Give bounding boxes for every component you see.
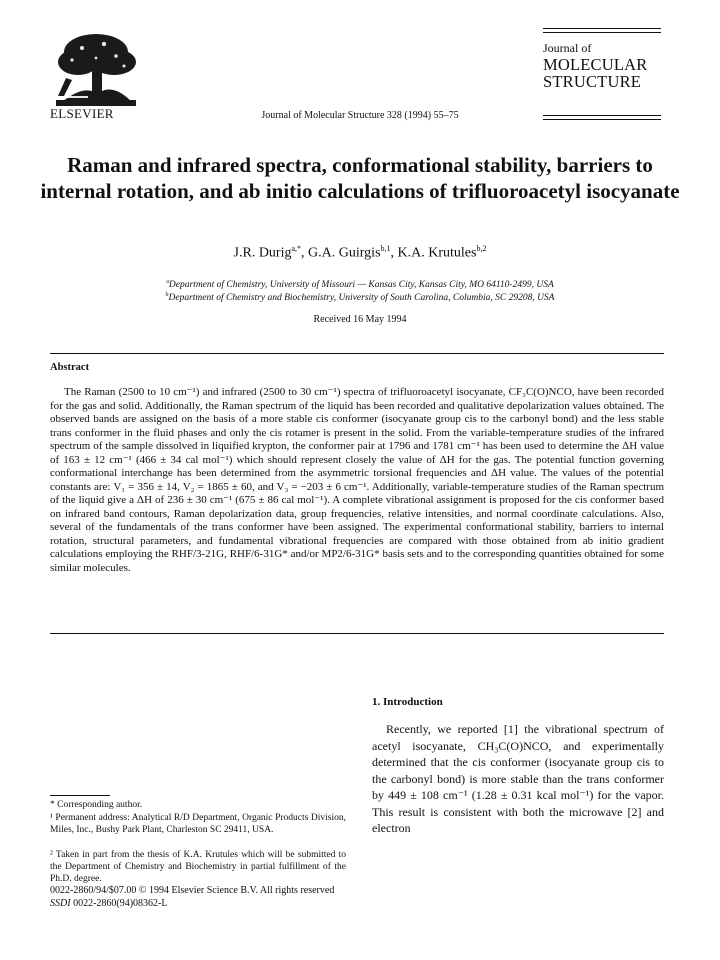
article-title: Raman and infrared spectra, conformational stability, barriers to internal rotation, and ab initio calculations of trifluoroacetyl isocyanate xyxy=(40,153,680,203)
author-name: K.A. Krutules xyxy=(397,245,477,261)
masthead-rule-top-2 xyxy=(543,32,661,33)
author-name: J.R. Durig xyxy=(233,245,292,261)
footnote-rule xyxy=(50,795,110,796)
ssdi-label: SSDI xyxy=(50,898,71,909)
affiliation-a xyxy=(0,279,720,290)
journal-masthead xyxy=(543,28,661,90)
masthead-rule-top xyxy=(543,28,661,29)
author-marks: b,1 xyxy=(380,244,391,253)
affiliation-b xyxy=(0,292,720,303)
abstract-body: The Raman (2500 to 10 cm⁻¹) and infrared (2500 to 30 cm⁻¹) spectra of trifluoroacetyl isocyanate, CF₃C(O)NCO, have been recorded for the gas and solid. Additionally, the Raman spectrum of the liquid has been recorded and qualitative depolarization values obtained. The observed bands are assigned on the basis of a more stable cis conformer (isocyanate group cis to the carbonyl bond) and the less stable trans conformer in the fluid phases and only the cis rotamer is present in the solid. From the variable-temperature studies of the infrared spectrum of the sample dissolved in liquified krypton, the conformer pair at 1796 and 1781 cm⁻¹ has been used to determine the ΔH value of 163 ± 12 cm⁻¹ (466 ± 34 cal mol⁻¹) which should represent closely the value of ΔH for the gas. The potential function governing conformational interchange has been determined from the asymmetric torsional frequencies and ΔH value. The values of the potential constants are: V₁ = 356 ± 14, V₂ = 1865 ± 60, and V₃ = −203 ± 6 cm⁻¹. Additionally, variable-temperature studies of the Raman spectrum of the liquid give a ΔH of 236 ± 30 cm⁻¹ (675 ± 86 cal mol⁻¹). A complete vibrational assignment is proposed for the cis conformer based on infrared band contours, Raman depolarization data, group frequencies, relative intensities, and normal coordinate calculations. Also, several of the fundamentals of the trans conformer have been assigned. The experimental conformational stability, barriers to internal rotation, structural parameters, and fundamental vibrational frequencies are compared with those obtained from ab initio gradient calculations employing the RHF/3-21G, RHF/6-31G* and/or MP2/6-31G* basis sets and to the corresponding quantities obtained for some similar molecules. xyxy=(50,386,664,574)
affiliation-mark: b xyxy=(165,292,169,298)
author-list: J.R. Durig$^{a,*}$, G.A. Guirgis$^{b,1}$, K.A. Krutules$^{b,2}$ xyxy=(233,244,487,261)
received-date: Received 16 May 1994 xyxy=(313,314,407,325)
issn-copyright-line: 0022-2860/94/$07.00 © 1994 Elsevier Science B.V. All rights reserved xyxy=(50,885,335,896)
affiliation-text: Department of Chemistry and Biochemistry, University of South Carolina, Columbia, SC 29208, USA xyxy=(168,293,555,304)
footnote-corresponding: * Corresponding author. xyxy=(50,800,143,810)
masthead-rule-bottom xyxy=(543,115,661,120)
author-marks: b,2 xyxy=(476,244,487,253)
journal-name-line2: STRUCTURE xyxy=(543,72,642,91)
publisher-name: ELSEVIER xyxy=(50,106,114,121)
affiliation-text: Department of Chemistry, University of Missouri — Kansas City, Kansas City, MO 64110-2499, USA xyxy=(168,280,554,291)
journal-citation: Journal of Molecular Structure 328 (1994) 55–75 xyxy=(261,110,459,121)
journal-name xyxy=(543,56,661,90)
section-heading-introduction: 1. Introduction xyxy=(372,696,443,708)
affiliation-mark: a xyxy=(166,279,169,285)
ssdi-line xyxy=(50,898,168,909)
journal-name-line1: MOLECULAR xyxy=(543,55,648,74)
divider xyxy=(50,353,664,354)
abstract-heading: Abstract xyxy=(50,362,90,373)
ssdi-number: 0022-2860(94)08362-L xyxy=(73,898,168,909)
elsevier-tree-logo xyxy=(52,30,140,108)
footnote-2: ² Taken in part from the thesis of K.A. Krutules which will be submitted to the Department of Chemistry and Biochemistry in partial fulfillment of the Ph.D. degree. xyxy=(50,850,346,884)
introduction-body: Recently, we reported [1] the vibrational spectrum of acetyl isocyanate, CH₃C(O)NCO, and experimentally determined that the cis conformer (isocyanate group cis to the carbonyl bond) is more stable than the trans conformer by 449 ± 108 cm⁻¹ (1.28 ± 0.31 kcal mol⁻¹) for the vapor. This result is consistent with both the microwave [2] and electron xyxy=(372,722,664,835)
divider xyxy=(50,633,664,634)
author-name: G.A. Guirgis xyxy=(308,245,381,261)
footnote-1: ¹ Permanent address: Analytical R/D Department, Organic Products Division, Miles, Inc., Bushy Park Plant, Charleston SC 29411, USA. xyxy=(50,813,346,835)
author-marks: a,* xyxy=(291,244,302,253)
journal-of-label: Journal of xyxy=(543,41,592,55)
